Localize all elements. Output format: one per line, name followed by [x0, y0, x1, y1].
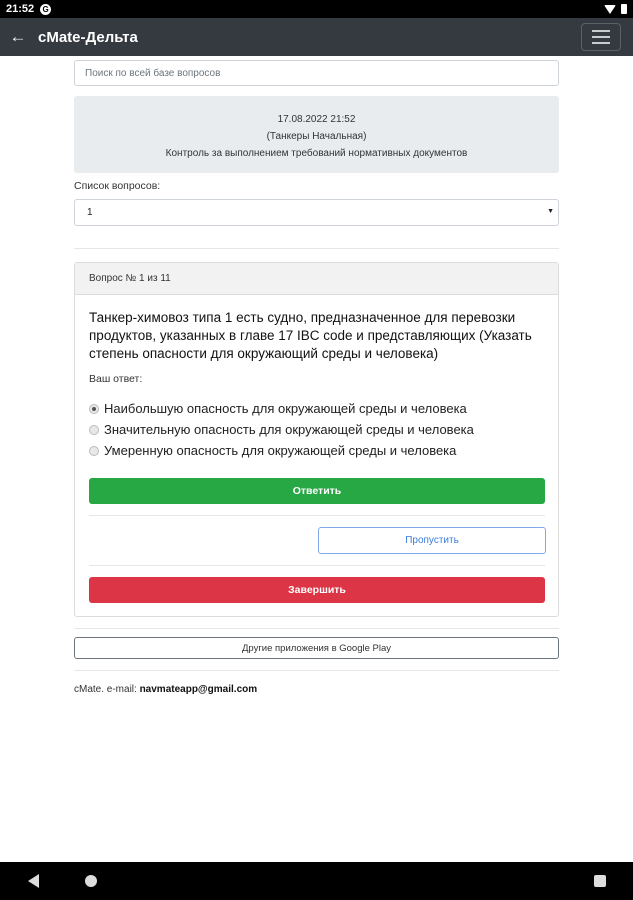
radio-unchecked-icon[interactable]: [89, 425, 99, 435]
menu-line: [592, 30, 610, 32]
wifi-icon: [604, 5, 616, 14]
finish-button[interactable]: Завершить: [89, 577, 545, 603]
search-input[interactable]: Поиск по всей базе вопросов: [74, 60, 559, 86]
question-text: Танкер-химовоз типа 1 есть судно, предназначенное для перевозки продуктов, указанных в главе 17 IBC code и представляющих (Указать степень опасности для окружающий среды и человека): [89, 310, 532, 361]
other-apps-button[interactable]: Другие приложения в Google Play: [74, 637, 559, 659]
selected-question-number: 1: [87, 207, 93, 218]
system-nav-bar: [0, 862, 633, 900]
menu-line: [592, 36, 610, 38]
nav-home-icon[interactable]: [85, 875, 97, 887]
app-bar: [0, 18, 633, 56]
radio-checked-icon[interactable]: [89, 404, 99, 414]
nav-recents-icon[interactable]: [594, 875, 606, 887]
hamburger-menu-icon[interactable]: [581, 23, 621, 51]
divider: [74, 628, 559, 629]
option-label: Умеренную опасность для окружающей среды и человека: [104, 443, 457, 458]
radio-unchecked-icon[interactable]: [89, 446, 99, 456]
question-list-label: Список вопросов:: [74, 180, 161, 192]
status-indicators: [604, 4, 627, 14]
caret-down-icon: ▼: [547, 208, 554, 215]
footer-prefix: cMate. e-mail:: [74, 684, 140, 695]
divider: [89, 515, 545, 516]
notification-g-icon: G: [40, 4, 51, 15]
app-title: cMate-Дельта: [38, 28, 138, 46]
divider: [74, 670, 559, 671]
arrow-left-icon[interactable]: ←: [9, 27, 27, 46]
menu-line: [592, 42, 610, 44]
divider: [74, 248, 559, 249]
status-bar: [0, 0, 633, 18]
test-info-card: [74, 96, 559, 173]
option-label: Значительную опасность для окружающей среды и человека: [104, 422, 474, 437]
nav-back-icon[interactable]: [28, 874, 39, 888]
status-time: 21:52: [6, 3, 35, 15]
footer-email[interactable]: navmateapp@gmail.com: [139, 684, 258, 695]
question-header: Вопрос № 1 из 11: [75, 263, 558, 295]
answer-option-3[interactable]: [89, 440, 474, 461]
battery-icon: [621, 4, 627, 14]
option-label: Наибольшую опасность для окружающей среды и человека: [104, 401, 467, 416]
answer-option-1[interactable]: [89, 398, 474, 419]
answer-options: [89, 398, 474, 461]
answer-option-2[interactable]: [89, 419, 474, 440]
answer-button[interactable]: Ответить: [89, 478, 545, 504]
footer: [74, 684, 257, 695]
question-card: [74, 262, 559, 617]
answer-label: Ваш ответ:: [89, 373, 143, 385]
divider: [89, 565, 545, 566]
test-subject: Контроль за выполнением требований нормативных документов: [165, 148, 468, 159]
test-category: (Танкеры Начальная): [266, 131, 367, 142]
question-list-select[interactable]: [74, 199, 559, 226]
test-datetime: 17.08.2022 21:52: [277, 114, 356, 125]
skip-button[interactable]: Пропустить: [318, 527, 546, 554]
